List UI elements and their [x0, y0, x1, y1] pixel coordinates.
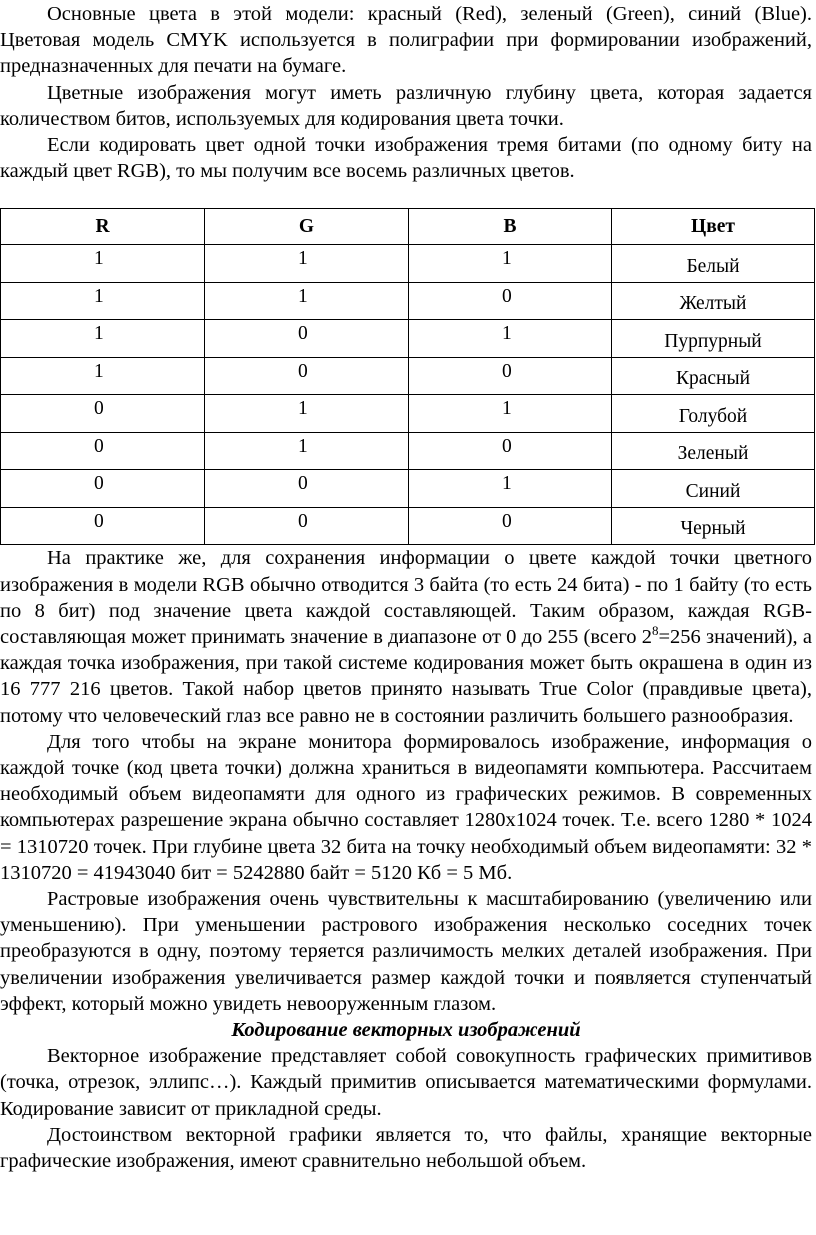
paragraph-vector-definition: Векторное изображение представляет собой совокупность графических примитивов (точка, отрезок, эллипс…). Каждый примитив описывается математическими формулами. Кодирование зависит от прикладной среды.	[0, 1045, 812, 1120]
header-b: B	[409, 209, 612, 245]
table-body	[1, 245, 815, 545]
cell-g: 0	[205, 320, 409, 358]
cell-color-name: Пурпурный	[612, 320, 815, 358]
cell-b: 1	[409, 470, 612, 508]
table-row	[1, 357, 815, 395]
cell-color-name: Желтый	[612, 282, 815, 320]
exponent: 8	[652, 623, 659, 639]
rgb-color-table	[0, 208, 815, 545]
cell-color-name: Черный	[612, 507, 815, 545]
cell-g: 1	[205, 245, 409, 283]
paragraph-raster-scaling: Растровые изображения очень чувствительны к масштабированию (увеличению или уменьшению). При уменьшении растрового изображения несколько соседних точек преобразуются в одну, поэтому теряется различимость мелких деталей изображения. При увеличении изображения увеличивается размер каждой точки и появляется ступенчатый эффект, который можно увидеть невооруженным глазом.	[0, 888, 812, 1015]
true-color-text-2: =256 значений), а каждая точка изображения, при такой системе кодирования может быть окрашена в один из 16 777 216 цветов. Такой набор цветов принято называть True Color (правдивые цвета), потому что человеческий глаз все равно не в состоянии различить большего разнообразия.	[0, 626, 813, 727]
rgb-table-wrapper	[0, 208, 812, 545]
true-color-text-1: На практике же, для сохранения информации о цвете каждой точки цветного изображения в модели RGB обычно отводится 3 байта (то есть 24 бита) - по 1 байту (то есть по 8 бит) под значение цвета каждой составляющей. Таким образом, каждая RGB-составляющая может принимать значение в диапазоне от 0 до 255 (всего 2	[0, 547, 812, 649]
cell-g: 1	[205, 432, 409, 470]
cell-r: 0	[1, 507, 205, 545]
table-row	[1, 320, 815, 358]
cell-g: 0	[205, 357, 409, 395]
table-row	[1, 507, 815, 545]
cell-color-name: Зеленый	[612, 432, 815, 470]
paragraph-three-bit-coding: Если кодировать цвет одной точки изображения тремя битами (по одному биту на каждый цвет RGB), то мы получим все восемь различных цветов.	[0, 134, 812, 183]
paragraph-color-models: Основные цвета в этой модели: красный (Red), зеленый (Green), синий (Blue). Цветовая модель CMYK используется в полиграфии при формировании изображений, предназначенных для печати на бумаге.	[0, 3, 812, 78]
cell-color-name: Красный	[612, 357, 815, 395]
section-heading-vector: Кодирование векторных изображений	[231, 1019, 581, 1042]
cell-b: 1	[409, 320, 612, 358]
table-row	[1, 432, 815, 470]
cell-r: 1	[1, 357, 205, 395]
cell-r: 1	[1, 282, 205, 320]
paragraph-true-color	[0, 545, 812, 728]
cell-g: 0	[205, 507, 409, 545]
intro-section	[0, 0, 812, 184]
table-row	[1, 470, 815, 508]
table-row	[1, 282, 815, 320]
header-r: R	[1, 209, 205, 245]
cell-b: 0	[409, 507, 612, 545]
header-g: G	[205, 209, 409, 245]
cell-b: 0	[409, 282, 612, 320]
paragraph-color-depth: Цветные изображения могут иметь различную глубину цвета, которая задается количеством битов, используемых для кодирования цвета точки.	[0, 81, 812, 130]
cell-g: 1	[205, 282, 409, 320]
cell-b: 1	[409, 395, 612, 433]
paragraph-video-memory: Для того чтобы на экране монитора формировалось изображение, информация о каждой точке (код цвета точки) должна храниться в видеопамяти компьютера. Рассчитаем необходимый объем видеопамяти для одного из графических режимов. В современных компьютерах разрешение экрана обычно составляет 1280х1024 точек. Т.е. всего 1280 * 1024 = 1310720 точек. При глубине цвета 32 бита на точку необходимый объем видеопамяти: 32 * 1310720 = 41943040 бит = 5242880 байт = 5120 Кб = 5 Мб.	[0, 730, 812, 884]
cell-g: 1	[205, 395, 409, 433]
cell-b: 0	[409, 432, 612, 470]
cell-r: 1	[1, 245, 205, 283]
cell-color-name: Белый	[612, 245, 815, 283]
cell-r: 1	[1, 320, 205, 358]
cell-g: 0	[205, 470, 409, 508]
paragraph-vector-advantage: Достоинством векторной графики является то, что файлы, хранящие векторные графические изображения, имеют сравнительно небольшой объем.	[0, 1123, 812, 1173]
cell-color-name: Голубой	[612, 395, 815, 433]
cell-color-name: Синий	[612, 470, 815, 508]
header-color: Цвет	[612, 209, 815, 245]
table-row	[1, 395, 815, 433]
cell-r: 0	[1, 432, 205, 470]
table-header-row	[1, 209, 815, 245]
table-row	[1, 245, 815, 283]
cell-r: 0	[1, 470, 205, 508]
cell-r: 0	[1, 395, 205, 433]
cell-b: 1	[409, 245, 612, 283]
cell-b: 0	[409, 357, 612, 395]
